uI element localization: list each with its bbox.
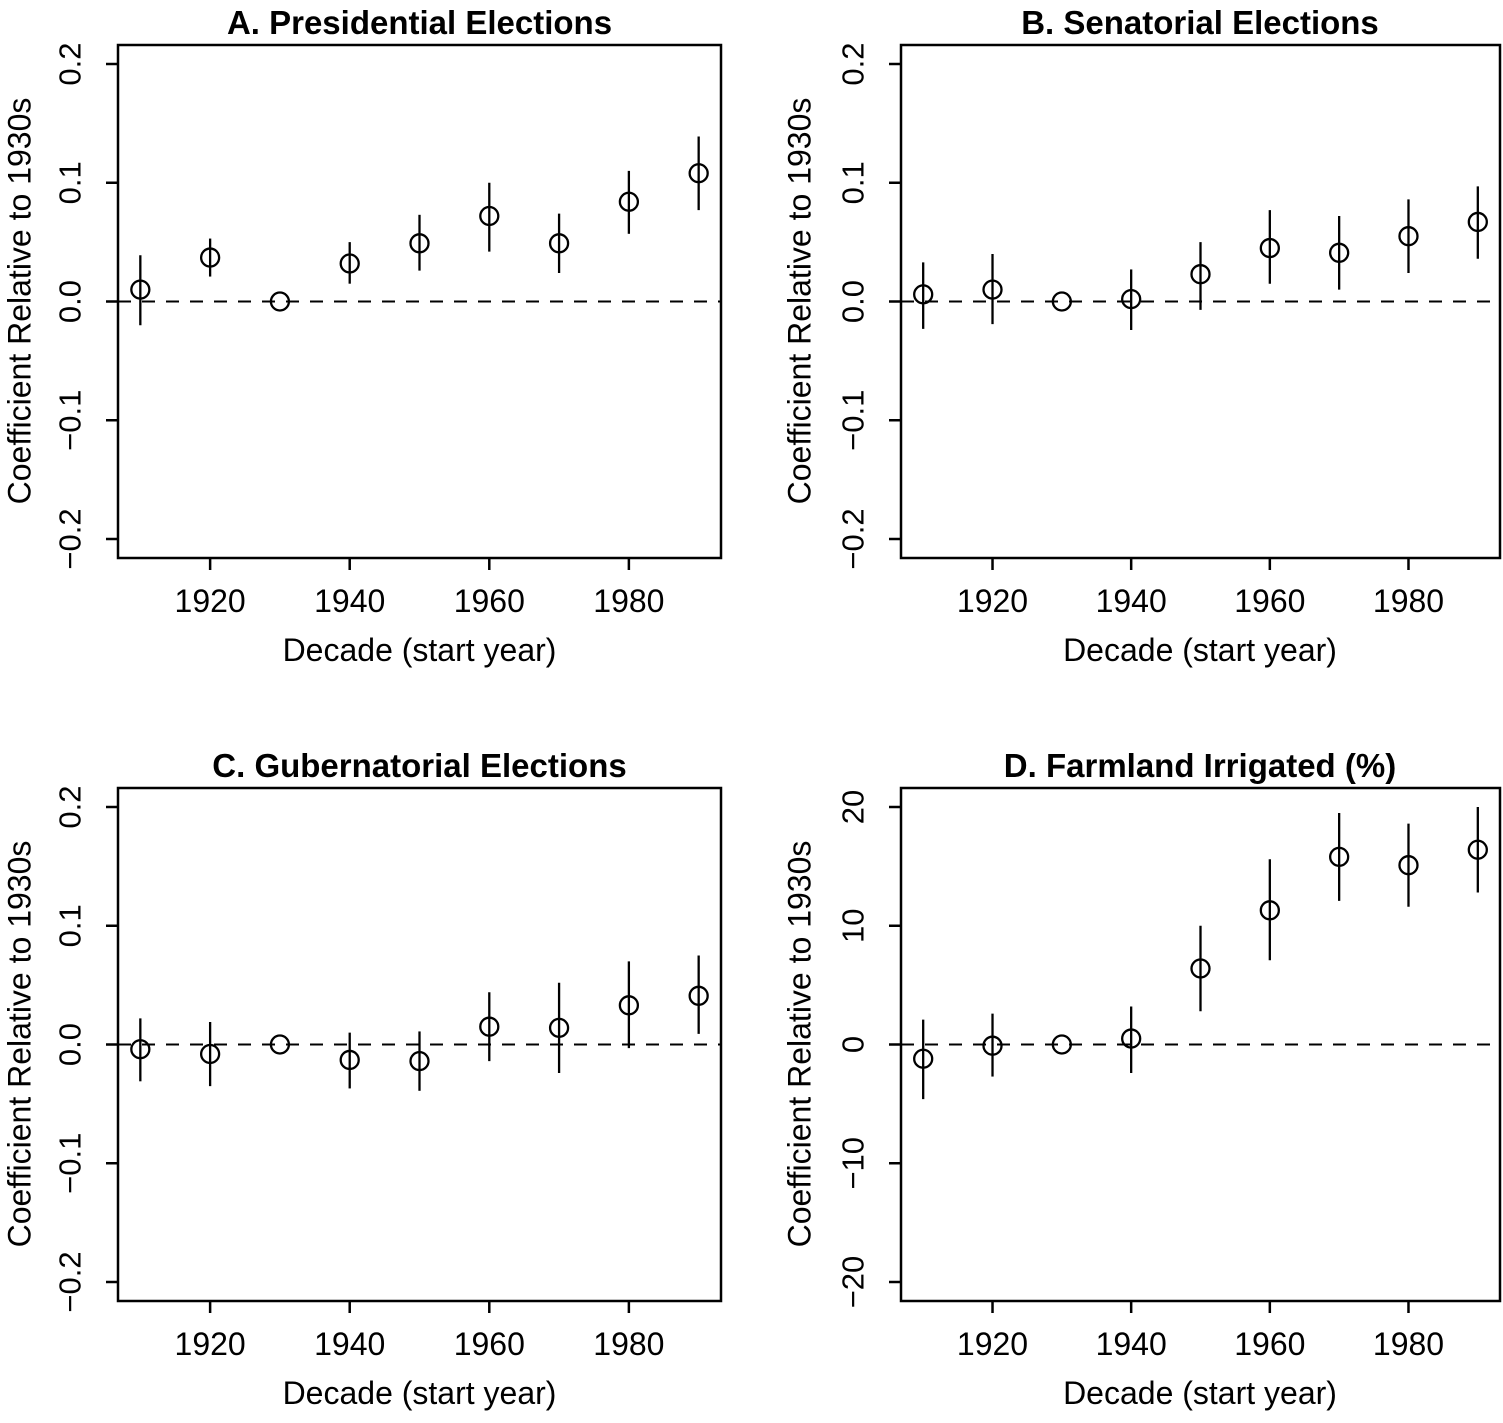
x-axis-tick-label: 1980 bbox=[1372, 583, 1444, 619]
y-axis-label: Coefficient Relative to 1930s bbox=[1, 840, 38, 1247]
y-axis-tick-label: 10 bbox=[835, 908, 870, 943]
x-axis-label: Decade (start year) bbox=[282, 1374, 557, 1411]
x-axis-tick-label: 1960 bbox=[453, 1325, 525, 1362]
farmland-irrigated-plot bbox=[752, 712, 1503, 1423]
x-axis-tick-label: 1920 bbox=[956, 583, 1028, 619]
x-axis-label: Decade (start year) bbox=[282, 632, 557, 668]
y-axis-tick-label: −0.1 bbox=[52, 1132, 88, 1194]
y-axis-tick-label: 0.0 bbox=[835, 279, 870, 324]
panel-farmland-irrigated bbox=[752, 712, 1503, 1423]
y-axis-tick-label: −10 bbox=[835, 1136, 870, 1190]
y-axis-tick-label: 0.2 bbox=[835, 42, 870, 86]
y-axis-tick-label: 0.2 bbox=[52, 784, 88, 829]
y-axis-tick-label: 0.1 bbox=[835, 161, 870, 205]
x-axis-tick-label: 1960 bbox=[1233, 583, 1305, 619]
panel-gubernatorial-elections bbox=[0, 712, 752, 1423]
x-axis-label: Decade (start year) bbox=[1063, 632, 1337, 668]
gubernatorial-elections-plot bbox=[0, 712, 752, 1423]
senatorial-elections-plot bbox=[752, 0, 1503, 712]
y-axis-tick-label: 0.0 bbox=[52, 279, 88, 324]
y-axis-tick-label: 0 bbox=[835, 1035, 870, 1053]
x-axis-tick-label: 1920 bbox=[174, 583, 246, 619]
y-axis-tick-label: −0.2 bbox=[52, 508, 88, 570]
x-axis-tick-label: 1980 bbox=[593, 1325, 665, 1362]
panel-title: B. Senatorial Elections bbox=[1021, 4, 1379, 41]
x-axis-tick-label: 1940 bbox=[314, 583, 386, 619]
x-axis-tick-label: 1980 bbox=[593, 583, 665, 619]
x-axis-tick-label: 1960 bbox=[453, 583, 525, 619]
panel-senatorial-elections bbox=[752, 0, 1503, 712]
panel-presidential-elections bbox=[0, 0, 752, 712]
x-axis-tick-label: 1940 bbox=[1095, 583, 1167, 619]
y-axis-tick-label: −0.1 bbox=[52, 389, 88, 451]
x-axis-tick-label: 1920 bbox=[956, 1325, 1028, 1362]
x-axis-label: Decade (start year) bbox=[1063, 1374, 1337, 1411]
presidential-elections-plot bbox=[0, 0, 752, 712]
y-axis-tick-label: 0.2 bbox=[52, 42, 88, 86]
y-axis-label: Coefficient Relative to 1930s bbox=[781, 97, 817, 505]
y-axis-tick-label: 0.1 bbox=[52, 903, 88, 947]
panel-title: D. Farmland Irrigated (%) bbox=[1003, 746, 1397, 784]
y-axis-tick-label: 20 bbox=[835, 789, 870, 824]
y-axis-tick-label: −20 bbox=[835, 1255, 870, 1308]
y-axis-label: Coefficient Relative to 1930s bbox=[1, 97, 38, 505]
panel-title: C. Gubernatorial Elections bbox=[212, 746, 627, 784]
y-axis-tick-label: −0.2 bbox=[52, 1250, 88, 1313]
panel-title: A. Presidential Elections bbox=[226, 4, 613, 41]
y-axis-label: Coefficient Relative to 1930s bbox=[781, 840, 817, 1247]
y-axis-tick-label: −0.2 bbox=[835, 508, 870, 570]
x-axis-tick-label: 1920 bbox=[174, 1325, 246, 1362]
x-axis-tick-label: 1940 bbox=[1095, 1325, 1167, 1362]
x-axis-tick-label: 1960 bbox=[1233, 1325, 1305, 1362]
y-axis-tick-label: −0.1 bbox=[835, 389, 870, 451]
y-axis-tick-label: 0.1 bbox=[52, 161, 88, 205]
y-axis-tick-label: 0.0 bbox=[52, 1022, 88, 1066]
x-axis-tick-label: 1980 bbox=[1372, 1325, 1444, 1362]
x-axis-tick-label: 1940 bbox=[314, 1325, 386, 1362]
